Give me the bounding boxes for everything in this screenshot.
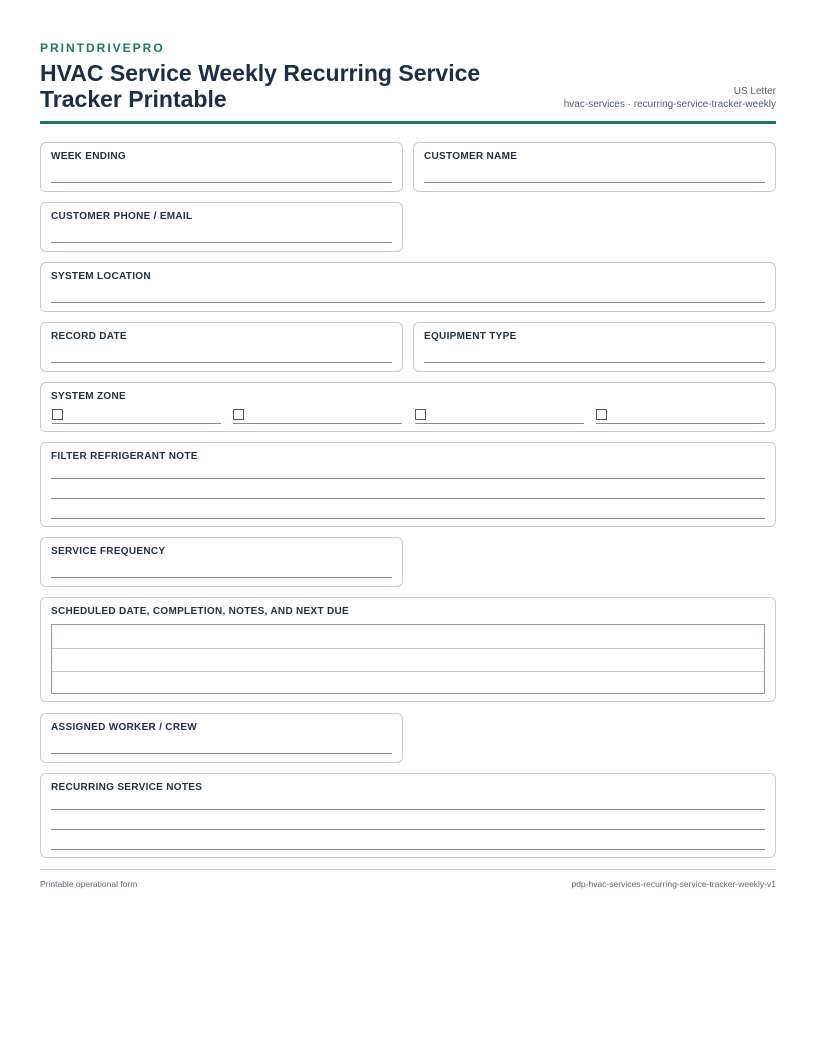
zone-checkbox-2[interactable] bbox=[233, 409, 244, 420]
table-row-divider-2 bbox=[52, 671, 764, 672]
page-title: HVAC Service Weekly Recurring Service Tracker Printable bbox=[40, 60, 481, 112]
customer-contact-field bbox=[40, 202, 403, 252]
record-date-label: RECORD DATE bbox=[51, 331, 127, 342]
system-location-field bbox=[40, 262, 776, 312]
brand-logo-text: PRINTDRIVEPRO bbox=[40, 41, 165, 55]
week-ending-input-line[interactable] bbox=[51, 182, 392, 183]
filter-note-line-2[interactable] bbox=[51, 498, 765, 499]
system-zone-field bbox=[40, 382, 776, 432]
zone-line-3[interactable] bbox=[415, 423, 584, 424]
assigned-worker-field bbox=[40, 713, 403, 763]
system-location-label: SYSTEM LOCATION bbox=[51, 271, 151, 282]
recurring-notes-label: RECURRING SERVICE NOTES bbox=[51, 782, 203, 793]
paper-size: US Letter bbox=[733, 86, 776, 97]
week-ending-label: WEEK ENDING bbox=[51, 151, 126, 162]
system-zone-label: SYSTEM ZONE bbox=[51, 391, 126, 402]
filter-note-field bbox=[40, 442, 776, 527]
recurring-notes-line-2[interactable] bbox=[51, 829, 765, 830]
filter-note-label: FILTER REFRIGERANT NOTE bbox=[51, 451, 198, 462]
zone-line-4[interactable] bbox=[596, 423, 765, 424]
schedule-table bbox=[51, 624, 765, 694]
record-date-field bbox=[40, 322, 403, 372]
footer-form-id: pdp-hvac-services-recurring-service-tracker-weekly-v1 bbox=[571, 879, 776, 889]
assigned-worker-label: ASSIGNED WORKER / CREW bbox=[51, 722, 198, 733]
service-frequency-field bbox=[40, 537, 403, 587]
recurring-notes-field bbox=[40, 773, 776, 858]
equipment-type-input-line[interactable] bbox=[424, 362, 765, 363]
zone-line-1[interactable] bbox=[52, 423, 221, 424]
document-path: hvac-services · recurring-service-tracker-weekly bbox=[563, 99, 776, 110]
service-frequency-label: SERVICE FREQUENCY bbox=[51, 546, 166, 557]
header-divider bbox=[40, 121, 776, 124]
filter-note-line-3[interactable] bbox=[51, 518, 765, 519]
record-date-input-line[interactable] bbox=[51, 362, 392, 363]
service-frequency-input-line[interactable] bbox=[51, 577, 392, 578]
schedule-table-field bbox=[40, 597, 776, 702]
customer-name-input-line[interactable] bbox=[424, 182, 765, 183]
zone-checkbox-3[interactable] bbox=[415, 409, 426, 420]
week-ending-field bbox=[40, 142, 403, 192]
system-location-input-line[interactable] bbox=[51, 302, 765, 303]
zone-checkbox-4[interactable] bbox=[596, 409, 607, 420]
customer-name-field bbox=[413, 142, 776, 192]
assigned-worker-input-line[interactable] bbox=[51, 753, 392, 754]
customer-contact-input-line[interactable] bbox=[51, 242, 392, 243]
customer-name-label: CUSTOMER NAME bbox=[424, 151, 518, 162]
recurring-notes-line-1[interactable] bbox=[51, 809, 765, 810]
zone-line-2[interactable] bbox=[233, 423, 402, 424]
table-row-divider-1 bbox=[52, 648, 764, 649]
footer-divider bbox=[40, 869, 776, 870]
equipment-type-field bbox=[413, 322, 776, 372]
schedule-table-label: SCHEDULED DATE, COMPLETION, NOTES, AND NEXT DUE bbox=[51, 606, 350, 617]
footer-left-text: Printable operational form bbox=[40, 879, 138, 889]
document-meta bbox=[564, 85, 776, 111]
customer-contact-label: CUSTOMER PHONE / EMAIL bbox=[51, 211, 193, 222]
zone-checkbox-1[interactable] bbox=[52, 409, 63, 420]
filter-note-line-1[interactable] bbox=[51, 478, 765, 479]
equipment-type-label: EQUIPMENT TYPE bbox=[424, 331, 517, 342]
recurring-notes-line-3[interactable] bbox=[51, 849, 765, 850]
